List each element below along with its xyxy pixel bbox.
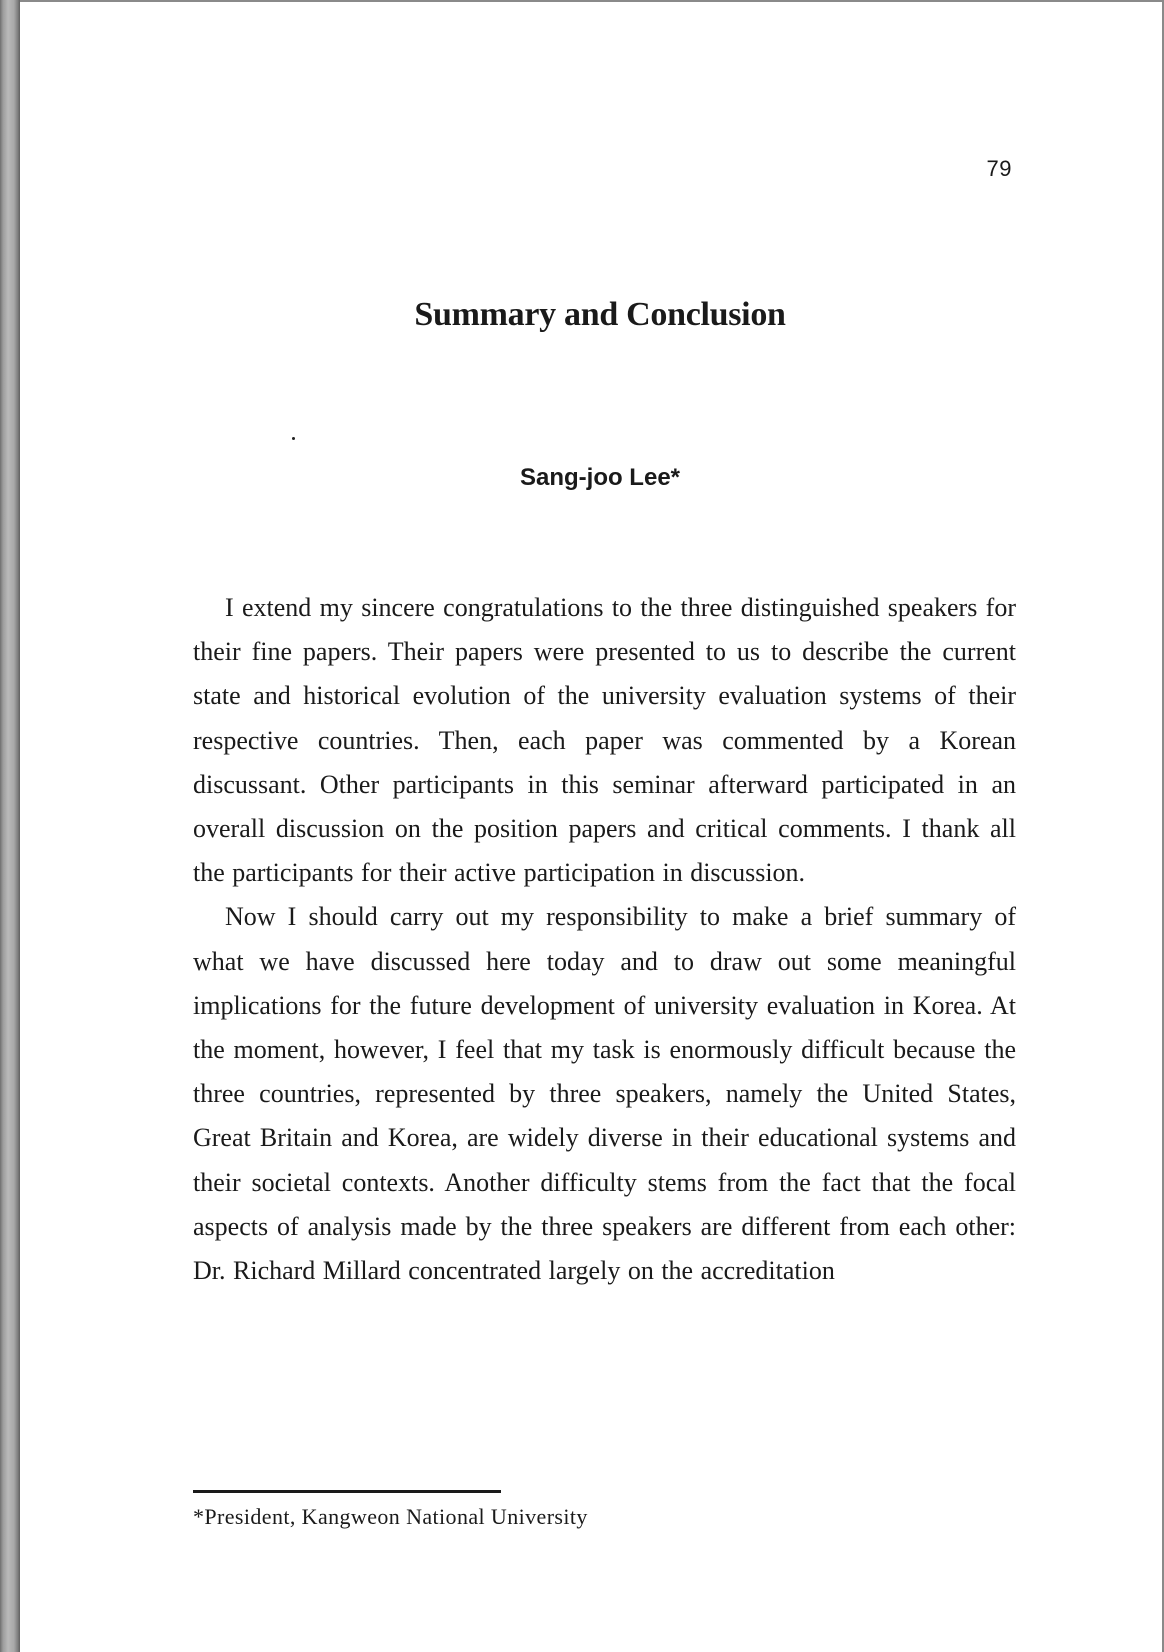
paragraph-2: Now I should carry out my responsibility to make a brief summary of what we have discussed here today and to draw out some meaningful implications for the future development of university evaluation in Korea. At the moment, however, I feel that my task is enormously difficult because the three countries, represented by three speakers, namely the United States, Great Britain and Korea, are widely diverse in their educational systems and their societal contexts. Another difficulty stems from the fact that the focal aspects of analysis made by the three speakers are different from each other: Dr. Richard Millard concentrated largely on the accreditation [193,902,1016,1286]
author-name: Sang-joo Lee* [519,464,681,491]
page-number: 79 [986,156,1012,181]
page-title: Summary and Conclusion [414,296,786,333]
paragraph-1: I extend my sincere congratulations to the three distinguished speakers for their fine papers. Their papers were presented to us to describe the current state and historical evolution of the university evaluation systems of their respective countries. Then, each paper was commented by a Korean discussant. Other participants in this seminar afterward participated in an overall discussion on the position papers and critical comments. I thank all the participants for their active participation in discussion. [193,593,1016,888]
body-text [193,586,1016,1293]
scan-speck [292,437,295,440]
footnote-rule [193,1490,501,1493]
page-spine [0,0,20,1652]
footnote: *President, Kangweon National University [193,1504,588,1529]
